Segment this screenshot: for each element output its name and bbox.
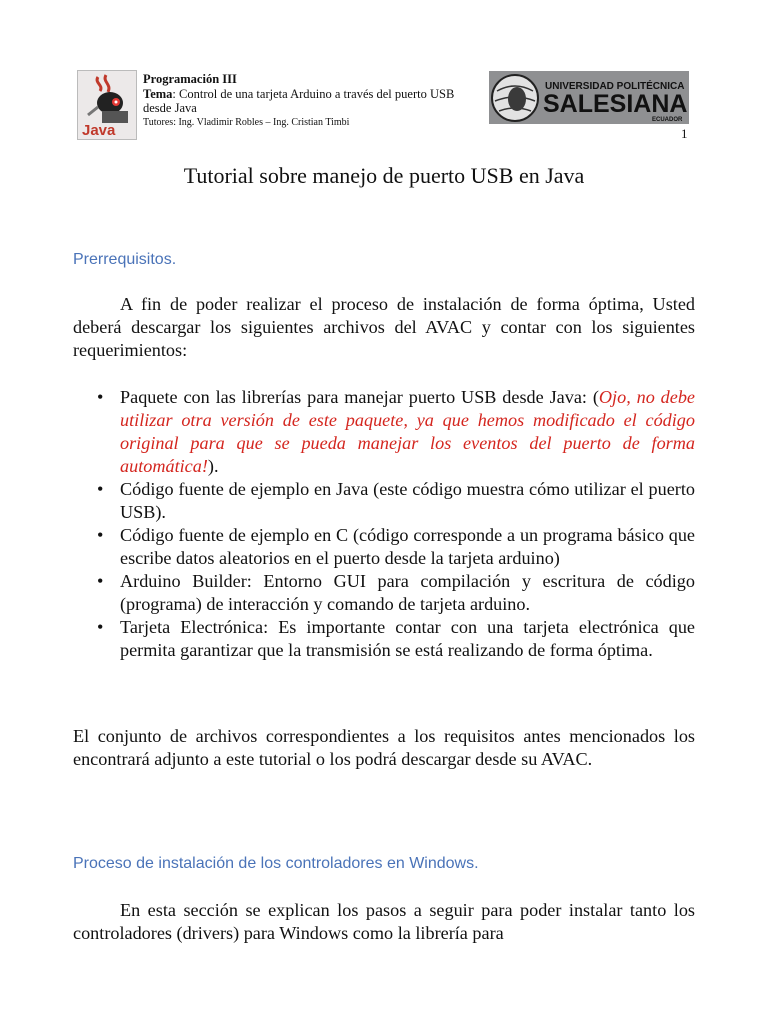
section-heading-installation: Proceso de instalación de los controladores en Windows.: [73, 855, 479, 872]
list-item: • Tarjeta Electrónica: Es importante contar con una tarjeta electrónica que permita garantizar que la transmisión se está realizando de forma óptima.: [73, 616, 695, 662]
header-text: [143, 72, 463, 129]
page-number: 1: [681, 126, 688, 141]
course-topic: [143, 87, 463, 116]
tutors: Tutores: Ing. Vladimir Robles – Ing. Cristian Timbi: [143, 116, 350, 128]
university-emblem-icon: [489, 71, 689, 124]
installation-intro: En esta sección se explican los pasos a seguir para poder instalar tanto los controladores (drivers) para Windows como la librería para: [73, 900, 695, 943]
topic-text: : Control de una tarjeta Arduino a través del puerto USB desde Java: [143, 86, 455, 115]
svg-text:Java: Java: [82, 122, 116, 139]
university-logo: [489, 71, 689, 124]
prerequisites-closing: El conjunto de archivos correspondientes a los requisitos antes mencionados los encontrará adjunto a este tutorial o los podrá descargar desde su AVAC.: [73, 726, 695, 769]
requirements-list: [73, 386, 695, 662]
list-item: • Código fuente de ejemplo en C (código corresponde a un programa básico que escribe datos aleatorios en el puerto desde la tarjeta arduino): [73, 524, 695, 570]
java-mascot-icon: [78, 71, 136, 139]
topic-label: Tema: [143, 86, 173, 101]
list-item: [73, 386, 695, 478]
java-logo: [77, 70, 137, 140]
svg-text:SALESIANA: SALESIANA: [543, 90, 688, 118]
list-item-text: ).: [207, 456, 219, 476]
prerequisites-intro: A fin de poder realizar el proceso de instalación de forma óptima, Usted deberá descargar los siguientes archivos del AVAC y contar con los siguientes requerimientos:: [73, 294, 695, 360]
list-item-text: Paquete con las librerías para manejar puerto USB desde Java: (: [120, 387, 599, 407]
section-heading-prerequisites: Prerrequisitos.: [73, 251, 177, 268]
page-header: [77, 70, 697, 142]
list-item: • Código fuente de ejemplo en Java (este código muestra cómo utilizar el puerto USB).: [73, 478, 695, 524]
document-title: Tutorial sobre manejo de puerto USB en Java: [183, 163, 585, 188]
svg-text:UNIVERSIDAD POLITÉCNICA: UNIVERSIDAD POLITÉCNICA: [545, 81, 685, 92]
list-item: • Arduino Builder: Entorno GUI para compilación y escritura de código (programa) de interacción y comando de tarjeta arduino.: [73, 570, 695, 616]
warning-note: Ojo, no debe utilizar otra versión de este paquete, ya que hemos modificado el código original para que se pueda manejar los eventos del puerto de forma automática!: [120, 387, 695, 476]
course-name: Programación III: [143, 72, 237, 86]
svg-text:ECUADOR: ECUADOR: [652, 117, 683, 123]
